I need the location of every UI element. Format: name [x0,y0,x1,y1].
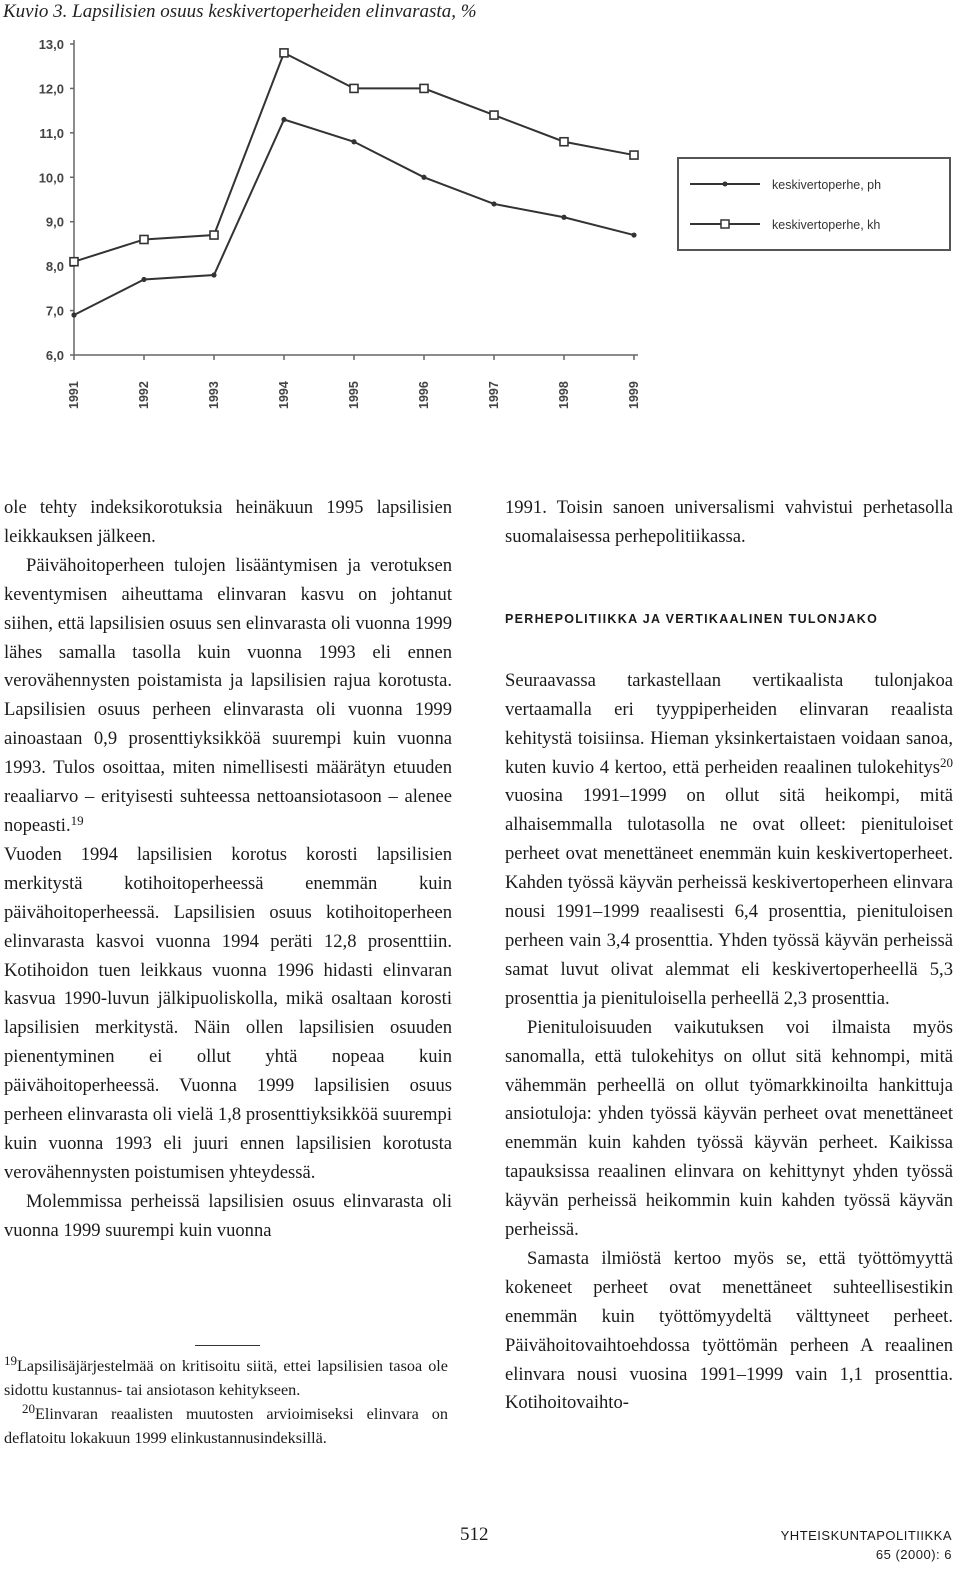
footnotes [4,1354,448,1450]
x-tick-label: 1997 [487,381,501,409]
paragraph [505,667,953,1014]
section-heading: PERHEPOLITIIKKA JA VERTIKAALINEN TULONJAKO [505,611,879,626]
y-tick-label: 7,0 [45,303,64,319]
data-point-dot [421,175,426,180]
legend [678,158,950,250]
journal-info [781,1526,952,1564]
footnote-rule [195,1345,260,1346]
y-tick-label: 9,0 [45,214,64,230]
footnote-ref: 20 [940,754,953,770]
data-point-square [630,151,638,159]
plot-area [70,49,638,318]
x-tick-label: 1992 [137,381,151,409]
paragraph-text: Seuraavassa tarkastellaan vertikaalista tulonjakoa vertaamalla eri tyyppiperheiden elinvaran reaalista kehitystä toisiinsa. Hieman yksinkertaistaen voidaan sanoa, kuten kuvio 4 kertoo, että perheiden reaalinen tulokehitys [505,669,953,778]
data-point-square [280,49,288,57]
x-tick-label: 1998 [557,381,571,409]
journal-issue: 65 (2000): 6 [875,1547,952,1562]
paragraph: Vuoden 1994 lapsilisien korotus korosti lapsilisien merkitystä kotihoitoperheessä enemmän kuin päivähoitoperheessä. Lapsilisien osuus kotihoitoperheen elinvarasta kasvoi vuonna 1994 peräti 12,8 prosenttiin. Kotihoidon tuen leikkaus vuonna 1996 hidasti elinvaran kasvua 1990-luvun jälkipuoliskolla, mikä osaltaan korosti lapsilisien merkitystä. Näin ollen lapsilisien osuuden pienentyminen ei ollut yhtä nopeaa kuin päivähoitoperheessä. Vuonna 1999 lapsilisien osuus perheen elinvarasta oli vielä 1,8 prosenttiyksikköä suurempi kuin vuonna 1993 eli juuri ennen lapsilisien korotusta verovähennysten poistumisen yhteydessä. [4,843,452,1183]
x-axis [67,355,641,409]
paragraph-text: Päivähoitoperheen tulojen lisääntymisen ja verotuksen keventymisen aiheuttama elinvaran kasvu on johtanut siihen, että lapsilisien osuus sen elinvarasta oli vuonna 1999 lähes samalla tasolla kuin vuonna 1993 eli ennen verovähennysten poistamista ja lapsilisien rajua korotusta. Lapsilisien osuus perheen elinvarasta oli vuonna 1999 ainoastaan 0,9 prosenttiyksikköä suurempi kuin vuonna 1993. Tulos osoittaa, miten nimellisesti määrätyn etuuden reaaliarvo – erityisesti suhteessa nettoansiotasoon – alenee nopeasti. [4,554,452,836]
legend-label-kh: keskivertoperhe, kh [772,218,881,232]
line-chart [0,28,960,438]
y-tick-label: 6,0 [45,348,64,363]
data-point-square [210,231,218,239]
data-point-square [490,111,498,119]
page-number: 512 [460,1524,489,1545]
paragraph: ole tehty indeksikorotuksia heinäkuun 1995 lapsilisien leikkauksen jälkeen. [4,497,452,547]
x-tick-label: 1999 [627,381,641,409]
footnote-number: 20 [22,1401,35,1416]
data-point-square [350,84,358,92]
data-point-dot [281,117,286,122]
data-point-square [420,84,428,92]
data-point-dot [351,139,356,144]
left-column [4,494,452,1246]
x-tick-label: 1994 [277,381,291,409]
footnote [4,1402,448,1450]
data-point-dot [561,215,566,220]
paragraph-text: vuosina 1991–1999 on ollut sitä heikompi, mitä alhaisemmalla tulotasolla ne ovat olleet: pienituloiset perheet ovat menettäneet enemmän kuin keskivertoperheet. Kahden työssä käyvän perheissä keskivertoperheen elinvara nousi 1991–1999 reaalisesti 6,4 prosenttia, pienituloisen perheen vain 3,4 prosenttia. Yhden työssä käyvän perheissä samat luvut olivat alemmat eli keskivertoperheellä 5,3 prosenttia ja pienituloisella perheellä 2,3 prosenttia. [505,785,953,1009]
y-axis [39,37,74,363]
paragraph: Samasta ilmiöstä kertoo myös se, että työttömyyttä kokeneet perheet ovat menettäneet suhteellisestikin enemmän kuin työttömyydeltä välttyneet perheet. Päivähoitovaihtoehdossa työttömän perheen A reaalinen elinvara nousi vuosina 1991–1999 vain 1,1 prosenttia. Kotihoitovaihto- [505,1247,953,1414]
legend-marker-ph [723,182,728,187]
paragraph: Pienituloisuuden vaikutuksen voi ilmaista myös sanomalla, että tulokehitys on ollut sitä kehnompi, mitä vähemmän perheellä on ollut työmarkkinoilta hankittuja ansiotuloja: yhden työssä käyvän perheet ovat menettäneet enemmän kuin kahden työssä käyvän perheet. Kaikissa tapauksissa reaalinen elinvara on kehittynyt yhden työssä käyvän perheissä heikommin kuin kahden työssä käyvän perheissä. [505,1016,953,1241]
journal-name: YHTEISKUNTAPOLITIIKKA [780,1528,952,1543]
footnote-text: Elinvaran reaalisten muutosten arvioimiseksi elinvara on deflatoitu lokakuun 1999 elinkustannusindeksillä. [4,1405,448,1447]
data-point-dot [631,232,636,237]
data-point-square [70,258,78,266]
x-tick-label: 1995 [347,381,361,409]
paragraph: 1991. Toisin sanoen universalismi vahvistui perhetasolla suomalaisessa perhepolitiikassa. [505,497,953,547]
data-point-dot [71,312,76,317]
x-tick-label: 1991 [67,381,81,409]
y-tick-label: 10,0 [38,170,64,186]
figure-caption: Kuvio 3. Lapsilisien osuus keskivertoperheiden elinvarasta, % [3,1,477,22]
y-tick-label: 13,0 [38,37,64,52]
series-line-0 [74,120,634,315]
x-tick-label: 1996 [417,381,431,409]
legend-box [678,158,950,250]
data-point-dot [211,272,216,277]
right-column [505,494,953,1418]
legend-label-ph: keskivertoperhe, ph [772,178,882,192]
y-tick-label: 12,0 [38,81,64,97]
footnote-number: 19 [4,1353,17,1368]
footnote-ref: 19 [70,812,84,828]
legend-marker-kh [721,220,729,228]
data-point-dot [141,277,146,282]
footnote [4,1354,448,1402]
x-tick-label: 1993 [207,381,221,409]
data-point-square [140,235,148,243]
y-tick-label: 8,0 [45,259,64,275]
footnote-text: Lapsilisäjärjestelmää on kritisoitu siitä, ettei lapsilisien tasoa ole sidottu kustannus- tai ansiotason kehitykseen. [4,1357,448,1399]
data-point-dot [491,201,496,206]
y-tick-label: 11,0 [39,125,64,141]
paragraph: Molemmissa perheissä lapsilisien osuus elinvarasta oli vuonna 1999 suurempi kuin vuonna [4,1190,452,1241]
data-point-square [560,138,568,146]
paragraph [4,552,452,841]
